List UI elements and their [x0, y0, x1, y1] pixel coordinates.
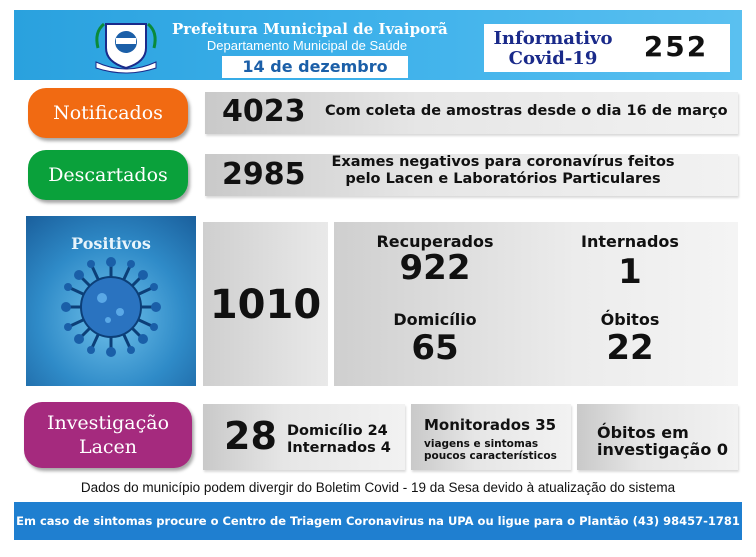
descartados-value: 2985 — [222, 157, 306, 192]
notificados-description: Com coleta de amostras desde o dia 16 de março — [325, 103, 728, 119]
recuperados-label: Recuperados — [376, 232, 494, 251]
obitos-investigacao-line1: Óbitos em — [597, 423, 689, 442]
descartados-description — [318, 154, 688, 188]
investigacao-value: 28 — [224, 414, 277, 458]
coronavirus-icon — [56, 252, 166, 362]
descartados-description-line1: Exames negativos para coronavírus feitos — [331, 154, 675, 170]
contact-footer: Em caso de sintomas procure o Centro de Triagem Coronavirus na UPA ou ligue para o Plantão (43) 98457-1781 — [14, 502, 742, 540]
disclaimer-note: Dados do município podem divergir do Boletim Covid - 19 da Sesa devido à atualização do sistema — [80, 480, 676, 495]
prefecture-title: Prefeitura Municipal de Ivaiporã — [172, 20, 448, 38]
municipal-crest-icon — [92, 18, 160, 74]
notificados-value: 4023 — [222, 94, 306, 129]
bulletin-date: 14 de dezembro — [222, 56, 408, 78]
obitos-value: 22 — [606, 328, 654, 368]
obitos-investigacao-line2: investigação 0 — [597, 440, 729, 459]
positivos-label: Positivos — [71, 234, 151, 253]
covid-label: Covid-19 — [508, 48, 598, 69]
informativo-number: 252 — [643, 30, 709, 63]
notificados-pill: Notificados — [28, 88, 188, 138]
descartados-description-line2: pelo Lacen e Laboratórios Particulares — [345, 171, 661, 187]
positivos-value: 1010 — [209, 282, 322, 328]
internados-label: Internados — [581, 232, 679, 251]
domicilio-value: 65 — [411, 328, 459, 368]
internados-value: 1 — [618, 252, 642, 292]
obitos-label: Óbitos — [600, 310, 660, 329]
domicilio-label: Domicílio — [393, 310, 477, 329]
investigacao-label: Investigação — [46, 412, 170, 434]
monitorados-sub2: poucos característicos — [424, 450, 557, 462]
monitorados-title: Monitorados 35 — [424, 416, 557, 434]
department-name: Departamento Municipal de Saúde — [206, 38, 408, 53]
lacen-label: Lacen — [78, 436, 138, 458]
recuperados-value: 922 — [399, 248, 471, 288]
investigacao-pill — [24, 402, 192, 468]
informativo-label: Informativo — [493, 28, 613, 49]
investigacao-internados: Internados 4 — [287, 440, 391, 456]
descartados-pill: Descartados — [28, 150, 188, 200]
investigacao-domicilio: Domicílio 24 — [287, 423, 388, 439]
monitorados-sub1: viagens e sintomas — [424, 438, 539, 450]
